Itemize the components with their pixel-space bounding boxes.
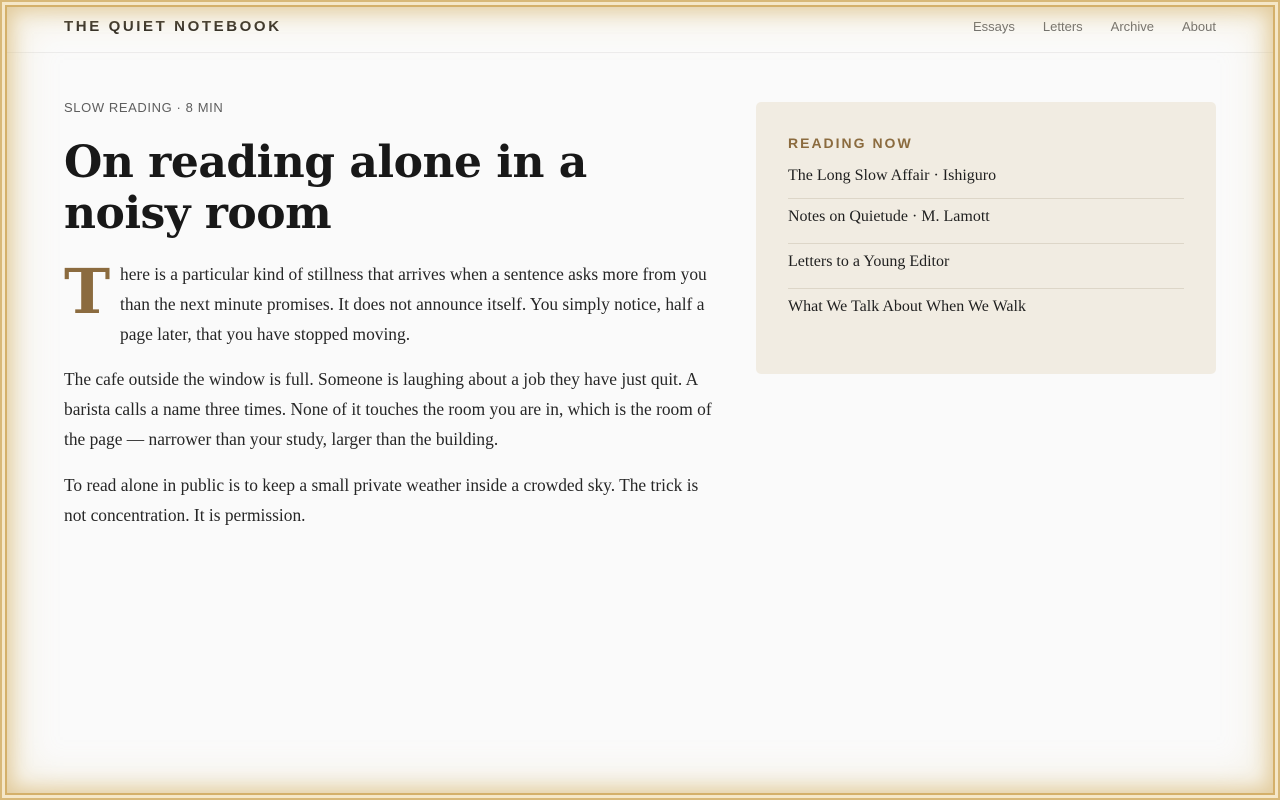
site-logo[interactable]: THE QUIET NOTEBOOK xyxy=(64,18,282,35)
article-paragraph-1 xyxy=(64,255,714,349)
reading-list-item[interactable]: Notes on Quietude · M. Lamott xyxy=(788,199,1184,244)
paragraph-1-text: here is a particular kind of stillness that arrives when a sentence asks more from you than the next minute promises. It does not announce itself. You simply notice, half a page later, that you have stopped moving. xyxy=(120,264,707,344)
article-paragraph-3: To read alone in public is to keep a small private weather inside a crowded sky. The trick is not concentration. It is permission. xyxy=(64,475,699,525)
reading-now-panel xyxy=(756,102,1216,374)
drop-cap: T xyxy=(64,255,111,328)
reading-list xyxy=(788,167,1184,334)
article-paragraph-2: The cafe outside the window is full. Someone is laughing about a job they have just quit. A barista calls a name three times. None of it touches the room you are in, which is the room of the page — narrower than your study, larger than the building. xyxy=(64,369,712,449)
reading-list-item[interactable]: Letters to a Young Editor xyxy=(788,244,1184,289)
top-bar xyxy=(0,0,1280,53)
nav-letters[interactable]: Letters xyxy=(1042,19,1083,34)
reading-now-title: READING NOW xyxy=(788,135,913,151)
main-nav xyxy=(973,19,1216,34)
reading-list-item[interactable]: The Long Slow Affair · Ishiguro xyxy=(788,167,1184,199)
nav-about[interactable]: About xyxy=(1182,19,1216,34)
article xyxy=(64,100,714,530)
nav-essays[interactable]: Essays xyxy=(973,19,1015,34)
reading-list-item[interactable]: What We Talk About When We Walk xyxy=(788,298,1026,315)
article-kicker: SLOW READING · 8 MIN xyxy=(64,100,224,115)
article-title: On reading alone in a noisy room xyxy=(64,137,587,239)
nav-archive[interactable]: Archive xyxy=(1110,19,1155,34)
